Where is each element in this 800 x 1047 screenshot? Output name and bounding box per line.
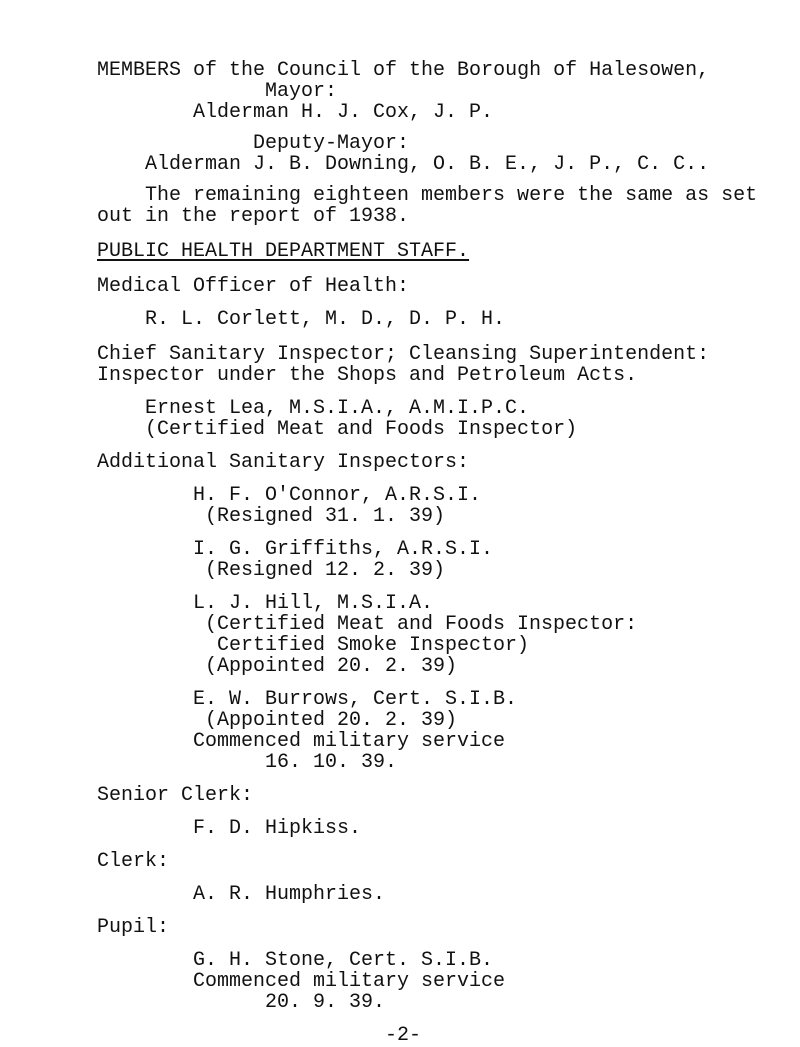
council-heading: MEMBERS of the Council of the Borough of Halesowen, [97,59,710,82]
remaining-members-line-2: out in the report of 1938. [97,205,410,228]
asi-4-note-3: 16. 10. 39. [265,751,398,774]
asi-1-note: (Resigned 31. 1. 39) [205,505,446,528]
asi-4-note-1: (Appointed 20. 2. 39) [205,709,458,732]
asi-4-note-2: Commenced military service [193,730,506,753]
page-number: -2- [385,1024,422,1047]
moh-label: Medical Officer of Health: [97,275,410,298]
pupil-note-1: Commenced military service [193,970,506,993]
moh-name: R. L. Corlett, M. D., D. P. H. [145,308,506,331]
asi-3-note-3: (Appointed 20. 2. 39) [205,655,458,678]
remaining-members-line-1: The remaining eighteen members were the same as set [145,184,758,207]
asi-2-name: I. G. Griffiths, A.R.S.I. [193,538,494,561]
asi-1-name: H. F. O'Connor, A.R.S.I. [193,484,482,507]
mayor-name: Alderman H. J. Cox, J. P. [193,101,494,124]
asi-2-note: (Resigned 12. 2. 39) [205,559,446,582]
deputy-mayor-label: Deputy-Mayor: [253,132,410,155]
mayor-label: Mayor: [265,80,338,103]
staff-heading: PUBLIC HEALTH DEPARTMENT STAFF. [97,240,470,263]
asi-4-name: E. W. Burrows, Cert. S.I.B. [193,688,518,711]
deputy-mayor-name: Alderman J. B. Downing, O. B. E., J. P., C. C.. [145,153,710,176]
asi-label: Additional Sanitary Inspectors: [97,451,470,474]
pupil-name: G. H. Stone, Cert. S.I.B. [193,949,494,972]
csi-note: (Certified Meat and Foods Inspector) [145,418,578,441]
asi-3-name: L. J. Hill, M.S.I.A. [193,592,434,615]
asi-3-note-1: (Certified Meat and Foods Inspector: [205,613,638,636]
csi-label-line-1: Chief Sanitary Inspector; Cleansing Superintendent: [97,343,710,366]
pupil-label: Pupil: [97,916,170,939]
senior-clerk-label: Senior Clerk: [97,784,254,807]
csi-name: Ernest Lea, M.S.I.A., A.M.I.P.C. [145,397,530,420]
asi-3-note-2: Certified Smoke Inspector) [217,634,530,657]
senior-clerk-name: F. D. Hipkiss. [193,817,362,840]
pupil-note-2: 20. 9. 39. [265,991,386,1014]
clerk-name: A. R. Humphries. [193,883,386,906]
clerk-label: Clerk: [97,850,170,873]
csi-label-line-2: Inspector under the Shops and Petroleum Acts. [97,364,638,387]
